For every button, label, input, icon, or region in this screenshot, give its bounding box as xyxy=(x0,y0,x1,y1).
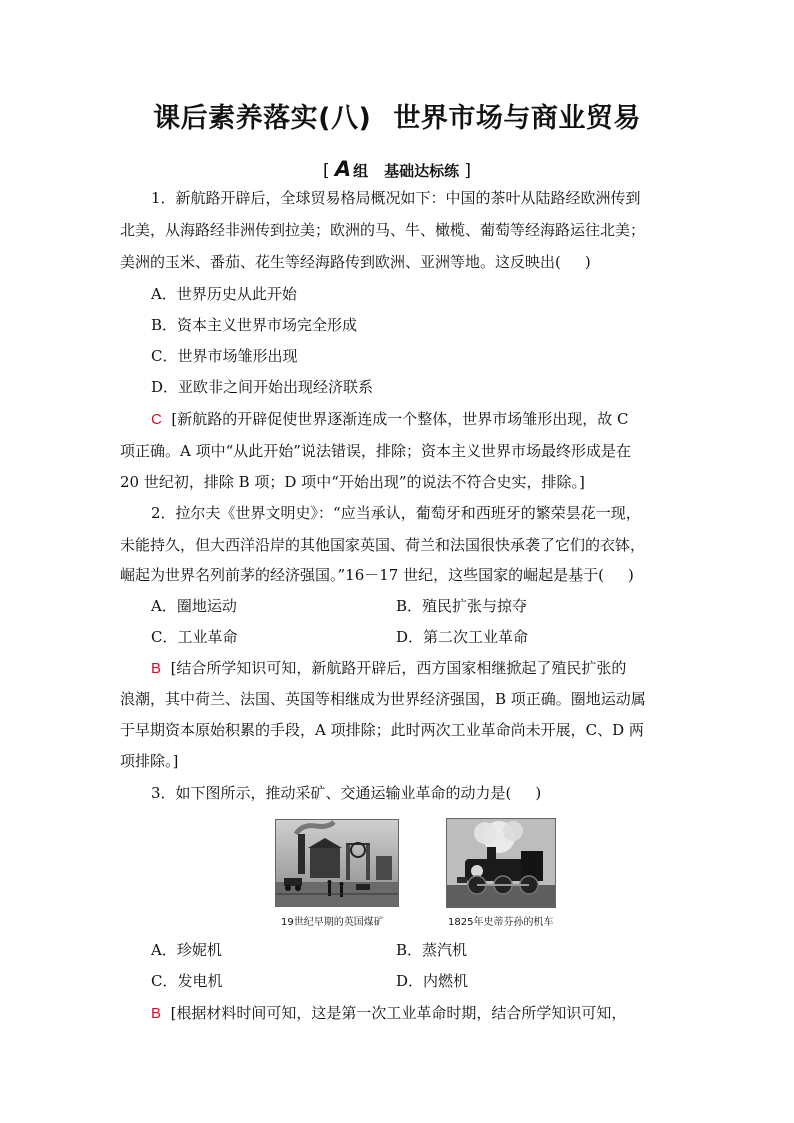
option-a: A．世界历史从此开始 xyxy=(151,285,297,303)
title-subtitle: 世界市场与商业贸易 xyxy=(393,103,641,134)
option-d: D．亚欧非之间开始出现经济联系 xyxy=(151,378,374,396)
bracket-open: [ xyxy=(322,161,330,181)
image-caption: 1825年史蒂芬孙的机车 xyxy=(448,917,554,928)
bracket-close: ] xyxy=(464,161,472,181)
group-letter: A xyxy=(334,157,352,181)
locomotive-photo xyxy=(447,819,555,907)
explanation-line: B [结合所学知识可知，新航路开辟后，西方国家相继掀起了殖民扩张的 xyxy=(151,659,627,677)
answer-letter: B xyxy=(151,660,162,677)
option-d: D．内燃机 xyxy=(396,972,469,990)
question-text: 未能持久，但大西洋沿岸的其他国家英国、荷兰和法国很快承袭了它们的衣钵， xyxy=(120,536,646,554)
coal-mine-engraving xyxy=(276,820,398,906)
explanation-line: 浪潮，其中荷兰、法国、英国等相继成为世界经济强国，B 项正确。圈地运动属 xyxy=(120,690,646,708)
option-a: A．圈地运动 xyxy=(151,597,237,615)
answer-letter: B xyxy=(151,1005,162,1022)
question-text: 美洲的玉米、番茄、花生等经海路传到欧洲、亚洲等地。这反映出( ) xyxy=(120,253,591,271)
option-a: A．珍妮机 xyxy=(151,941,222,959)
group-label: 基础达标练 xyxy=(384,162,460,180)
explanation-line: B [根据材料时间可知，这是第一次工业革命时期，结合所学知识可知， xyxy=(151,1004,627,1022)
option-b: B．资本主义世界市场完全形成 xyxy=(151,316,358,334)
explanation-line: C [新航路的开辟促使世界逐渐连成一个整体，世界市场雏形出现，故 C xyxy=(151,410,629,428)
option-c: C．发电机 xyxy=(151,972,223,990)
question-text: 北美，从海路经非洲传到拉美；欧洲的马、牛、橄榄、葡萄等经海路运往北美； xyxy=(120,221,646,239)
option-d: D．第二次工业革命 xyxy=(396,628,529,646)
question-text: 1．新航路开辟后，全球贸易格局概况如下：中国的茶叶从陆路经欧洲传到 xyxy=(151,189,641,207)
explanation-line: 项正确。A 项中“从此开始”说法错误，排除；资本主义世界市场最终形成是在 xyxy=(120,442,631,460)
question-text: 2．拉尔夫《世界文明史》：“应当承认，葡萄牙和西班牙的繁荣昙花一现， xyxy=(151,504,641,522)
answer-letter: C xyxy=(151,411,162,428)
explanation-line: 项排除。] xyxy=(120,752,179,770)
question-text: 崛起为世界名列前茅的经济强国。”16－17 世纪，这些国家的崛起是基于( ) xyxy=(120,566,634,584)
option-b: B．蒸汽机 xyxy=(396,941,468,959)
group-heading xyxy=(0,157,794,181)
title-main: 课后素养落实(八) xyxy=(153,103,372,134)
group-name: 组 xyxy=(353,162,369,180)
option-c: C．工业革命 xyxy=(151,628,238,646)
image-caption: 19世纪早期的英国煤矿 xyxy=(281,917,384,928)
option-c: C．世界市场雏形出现 xyxy=(151,347,298,365)
explanation-line: 20 世纪初，排除 B 项；D 项中“开始出现”的说法不符合史实，排除。] xyxy=(120,473,585,491)
question-text: 3．如下图所示，推动采矿、交通运输业革命的动力是( ) xyxy=(151,784,542,802)
option-b: B．殖民扩张与掠夺 xyxy=(396,597,528,615)
explanation-line: 于早期资本原始积累的手段，A 项排除；此时两次工业革命尚未开展，C、D 两 xyxy=(120,721,644,739)
locomotive-image xyxy=(446,818,556,908)
page-title xyxy=(0,96,794,135)
coal-mine-image xyxy=(275,819,399,907)
